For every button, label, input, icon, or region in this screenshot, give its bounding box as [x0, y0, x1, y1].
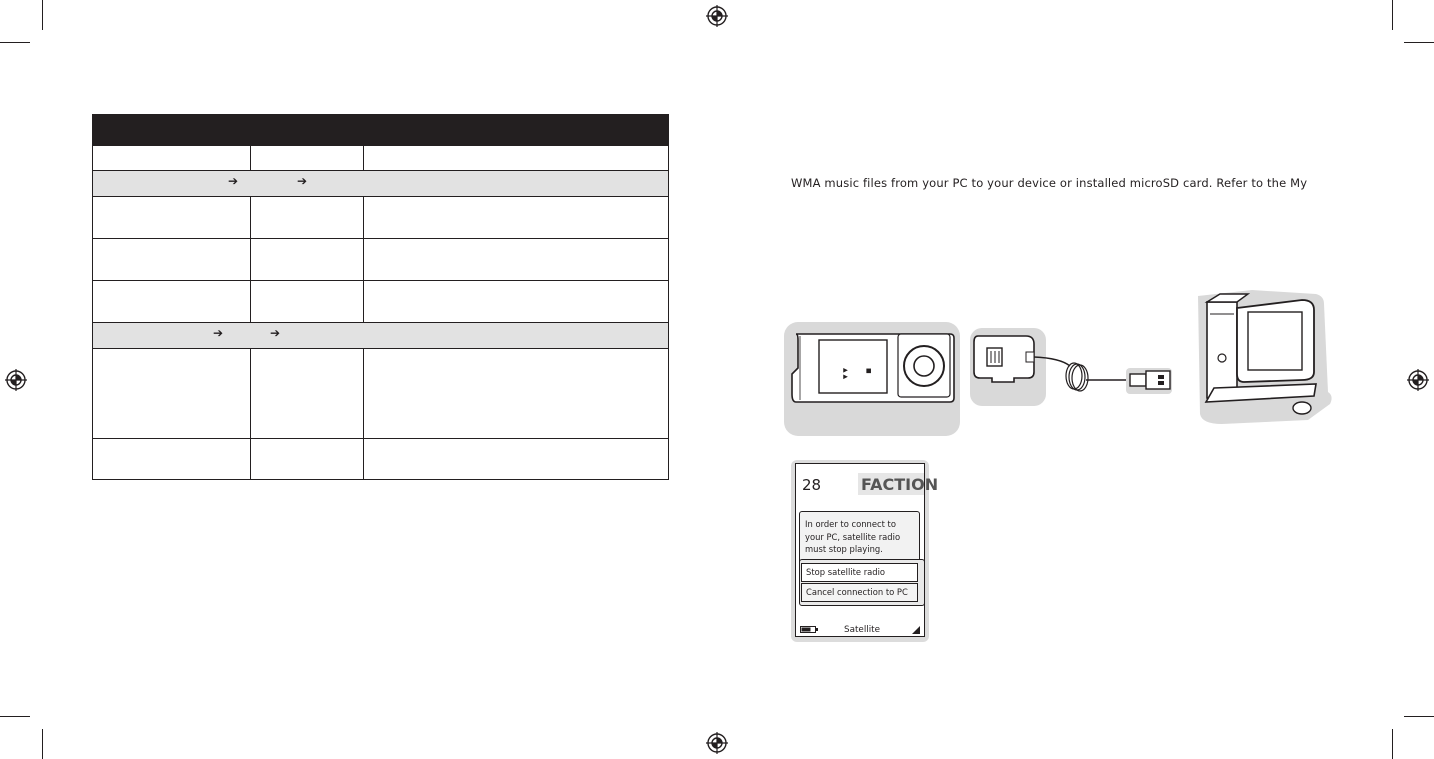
intro-text: WMA music files from your PC to your device or installed microSD card. Refer to the My [791, 176, 1308, 190]
status-label: Satellite [844, 625, 881, 635]
table-header-row [93, 115, 669, 146]
portable-radio-device-icon [784, 322, 960, 436]
registration-mark-icon [1407, 369, 1429, 391]
table-section-row [93, 323, 669, 349]
table-cell [93, 197, 251, 239]
channel-logo-text: FACTION [861, 475, 939, 494]
table-cell [251, 349, 364, 439]
table-cell [251, 239, 364, 281]
table-cell [93, 239, 251, 281]
table-cell [364, 349, 669, 439]
table-cell [364, 439, 669, 480]
status-bar [796, 624, 923, 636]
table-header-cell [364, 115, 669, 146]
crop-mark [0, 716, 30, 717]
table-header-cell [251, 115, 364, 146]
usb-cable-icon [970, 328, 1172, 406]
table-row [93, 239, 669, 281]
table-cell [93, 349, 251, 439]
device-screen [791, 460, 939, 642]
signal-icon [912, 626, 920, 634]
table-cell [364, 281, 669, 323]
table-cell [93, 281, 251, 323]
table-section-cell [93, 171, 669, 197]
svg-text:▲ ▲: ▲ ▲ [842, 368, 849, 380]
channel-logo [858, 473, 939, 495]
dialog-message: In order to connect to your PC, satellite radio must stop playing. [805, 519, 901, 555]
table-cell [364, 146, 669, 171]
table-row [93, 197, 669, 239]
channel-number: 28 [802, 476, 822, 494]
crop-mark [1404, 716, 1434, 717]
table-cell [251, 197, 364, 239]
crop-mark [42, 0, 43, 30]
registration-mark-icon [5, 369, 27, 391]
table-row [93, 281, 669, 323]
crop-mark [1404, 42, 1434, 43]
crop-mark [1392, 0, 1393, 30]
settings-table [92, 114, 669, 480]
arrow-icon: ➔ [270, 326, 281, 340]
table-cell [251, 146, 364, 171]
registration-mark-icon [706, 732, 728, 754]
table-cell [93, 439, 251, 480]
svg-text:■: ■ [865, 368, 872, 374]
table-section-cell [93, 323, 669, 349]
battery-icon [800, 626, 818, 633]
table-section-row [93, 171, 669, 197]
cancel-connection-option[interactable]: Cancel connection to PC [801, 583, 918, 602]
desktop-computer-icon [1198, 290, 1332, 424]
table-row [93, 349, 669, 439]
table-cell [251, 281, 364, 323]
crop-mark [1392, 729, 1393, 759]
table-cell [251, 439, 364, 480]
crop-mark [42, 729, 43, 759]
crop-mark [0, 42, 30, 43]
arrow-icon: ➔ [297, 174, 308, 188]
table-cell [364, 197, 669, 239]
device-display [795, 463, 939, 637]
table-header-cell [93, 115, 251, 146]
table-cell [364, 239, 669, 281]
stop-satellite-radio-option[interactable]: Stop satellite radio [801, 563, 918, 582]
table-cell [93, 146, 251, 171]
table-row [93, 439, 669, 480]
arrow-icon: ➔ [213, 326, 224, 340]
connection-illustration [782, 288, 1338, 440]
registration-mark-icon [706, 5, 728, 27]
arrow-icon: ➔ [228, 174, 239, 188]
table-row [93, 146, 669, 171]
